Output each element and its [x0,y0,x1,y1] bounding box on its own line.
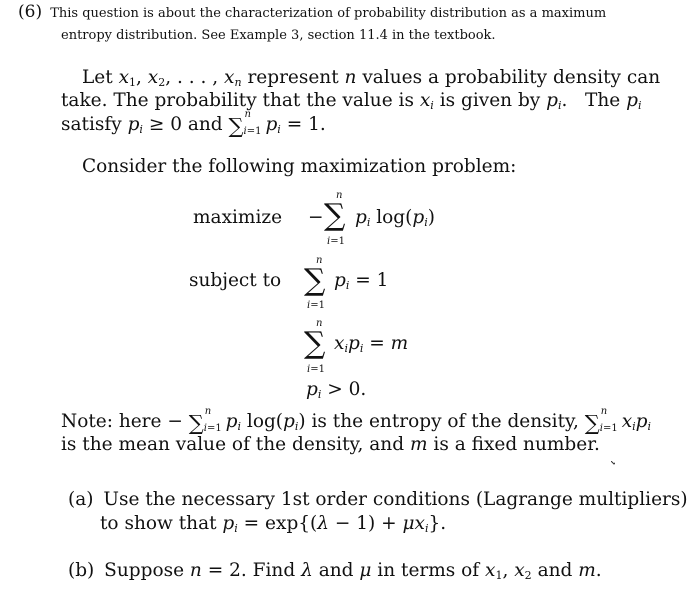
objective-sum-upper: n [336,190,343,201]
constraint2-sum: ∑ [304,326,326,361]
question-header [18,2,606,22]
para1-line3: satisfy $p_i \ge 0$ and ∑ n i=1 $p_i = 1$. [61,109,326,138]
objective-sum: ∑ [324,198,346,233]
constraint1-sum-lower: i=1 [307,300,325,311]
part-b-label: (b) [68,560,95,581]
note-line2: is the mean value of the density, and m is a fixed number. [61,434,600,455]
part-a-line1: (a) Use the necessary 1st order conditions (Lagrange multipliers) [68,489,688,510]
note-line1: Note: here − ∑ n i=1 $p_i$ $\log(p_i)$ is the entropy of the density, ∑ n i=1 $x_ip_i$ [61,406,652,435]
constraint1-sum-upper: n [316,255,323,266]
positivity-constraint: $p_i > 0$. [306,379,367,401]
objective-sum-lower: i=1 [327,236,345,247]
part-a-label: (a) [68,489,94,510]
constraint2-body: $x_ip_i = m$ [334,333,409,355]
question-intro: This question is about the characterization of probability distribution as a maximum [50,6,607,21]
question-intro-line2: entropy distribution. See Example 3, section 11.4 in the textbook. [61,28,496,43]
objective-body: $p_i$ $\log(p_i)$ [355,207,435,229]
objective-minus: − [308,207,324,228]
para1-line1: Let $x_1$, $x_2$, . . . , $x_n$ represent n values a probability density can [82,67,661,89]
part-a-line2: to show that $p_i = \exp\{(\lambda - 1) + \mu x_i\}$. [100,513,447,535]
constraint2-sum-upper: n [316,318,323,329]
constraint2-sum-lower: i=1 [307,364,325,375]
constraint1-sum: ∑ [304,263,326,298]
para1-line2: take. The probability that the value is $x_i$ is given by $p_i$. The $p_i$ [61,90,642,112]
subject-to-label: subject to [189,270,282,291]
consider-text: Consider the following maximization problem: [82,156,517,177]
maximize-label: maximize [193,207,283,228]
constraint1-body: $p_i = 1$ [334,270,389,292]
question-number: (6) [18,2,43,22]
stray-mark [611,461,615,465]
part-b: (b) Suppose n = 2. Find λ and μ in terms of $x_1$, $x_2$ and m. [68,560,602,582]
